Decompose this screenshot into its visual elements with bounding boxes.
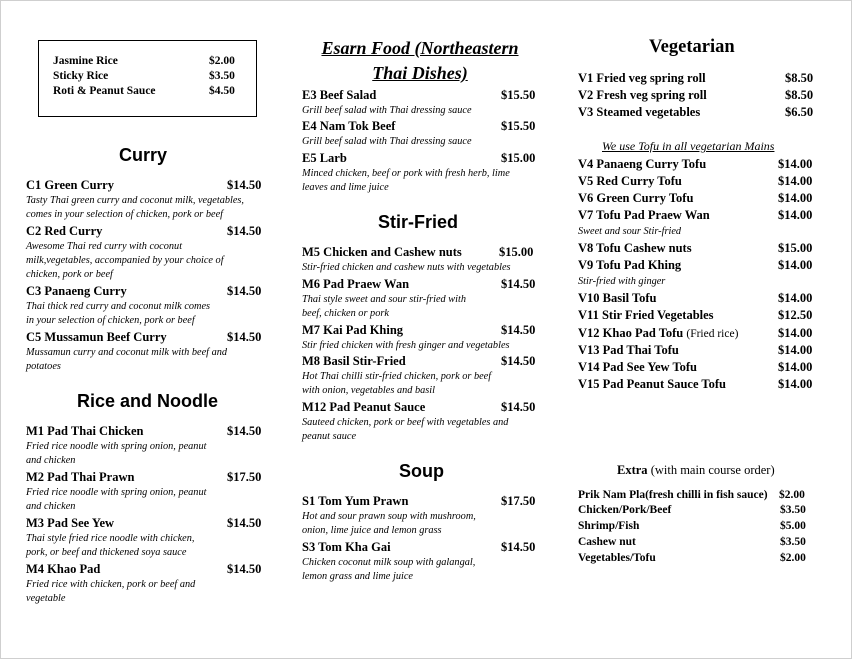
menu-item-name: V10 Basil Tofu bbox=[578, 291, 657, 305]
menu-item-name bbox=[578, 326, 738, 341]
menu-item-name: V3 Steamed vegetables bbox=[578, 105, 701, 119]
menu-item-name: E5 Larb bbox=[302, 151, 347, 165]
extra-item-name: Vegetables/Tofu bbox=[578, 552, 656, 564]
side-name: Jasmine Rice bbox=[53, 55, 118, 67]
side-price: $3.50 bbox=[209, 70, 235, 82]
menu-item-price: $14.00 bbox=[778, 191, 813, 205]
menu-item-name: V4 Panaeng Curry Tofu bbox=[578, 157, 707, 171]
extra-item-price: $2.00 bbox=[780, 552, 806, 564]
menu-item-name: M7 Kai Pad Khing bbox=[302, 323, 404, 337]
menu-item-name: M3 Pad See Yew bbox=[26, 516, 115, 530]
side-name: Roti & Peanut Sauce bbox=[53, 85, 156, 97]
menu-item-price: $8.50 bbox=[785, 71, 814, 85]
menu-item-name: M8 Basil Stir-Fried bbox=[302, 354, 406, 368]
menu-item-price: $15.50 bbox=[501, 88, 536, 102]
menu-item-price: $14.00 bbox=[778, 326, 813, 340]
menu-item-desc: Thai thick red curry and coconut milk comes bbox=[26, 301, 211, 312]
extra-item-price: $3.50 bbox=[780, 504, 806, 516]
menu-item-price: $14.00 bbox=[778, 258, 813, 272]
menu-item-desc: Thai style fried rice noodle with chicken, bbox=[26, 533, 195, 544]
menu-item-name: M12 Pad Peanut Sauce bbox=[302, 400, 426, 414]
extra-item-name: Chicken/Pork/Beef bbox=[578, 504, 672, 516]
menu-item-desc: comes in your selection of chicken, pork or beef bbox=[26, 209, 224, 220]
menu-item-price: $14.00 bbox=[778, 377, 813, 391]
menu-item-name: V11 Stir Fried Vegetables bbox=[578, 308, 714, 322]
side-price: $4.50 bbox=[209, 85, 235, 97]
menu-item-desc: Stir-fried with ginger bbox=[578, 276, 666, 287]
menu-item-desc: Thai style sweet and sour stir-fried with bbox=[302, 294, 466, 305]
menu-item-price: $15.00 bbox=[499, 245, 534, 259]
menu-item-name: E3 Beef Salad bbox=[302, 88, 377, 102]
menu-item-desc: lemon grass and lime juice bbox=[302, 571, 413, 582]
menu-item-price: $14.50 bbox=[227, 562, 262, 576]
menu-item-desc: potatoes bbox=[26, 361, 61, 372]
menu-item-desc: Chicken coconut milk soup with galangal, bbox=[302, 557, 476, 568]
menu-item-name: V15 Pad Peanut Sauce Tofu bbox=[578, 377, 726, 391]
soup-heading: Soup bbox=[399, 461, 444, 481]
menu-item-name: M5 Chicken and Cashew nuts bbox=[302, 245, 462, 259]
menu-item-name: V2 Fresh veg spring roll bbox=[578, 88, 707, 102]
menu-item-price: $14.50 bbox=[227, 178, 262, 192]
extra-item-price: $2.00 bbox=[779, 489, 805, 501]
menu-item-desc: leaves and lime juice bbox=[302, 182, 389, 193]
menu-item-desc: peanut sauce bbox=[302, 431, 357, 442]
menu-item-desc: Grill beef salad with Thai dressing sauce bbox=[302, 136, 472, 147]
menu-item-price: $14.00 bbox=[778, 291, 813, 305]
menu-item-desc: Fried rice with chicken, pork or beef and bbox=[26, 579, 196, 590]
menu-item-name: M2 Pad Thai Prawn bbox=[26, 470, 135, 484]
menu-item-price: $12.50 bbox=[778, 308, 813, 322]
menu-item-price: $15.00 bbox=[778, 241, 813, 255]
menu-item-desc: onion, lime juice and lemon grass bbox=[302, 525, 442, 536]
menu-item-price: $14.50 bbox=[501, 323, 536, 337]
menu-item-price: $14.00 bbox=[778, 343, 813, 357]
menu-item-desc: Sauteed chicken, pork or beef with vegetables and bbox=[302, 417, 509, 428]
menu-item-name: M4 Khao Pad bbox=[26, 562, 101, 576]
menu-item-desc: and chicken bbox=[26, 501, 76, 512]
menu-item-name: V14 Pad See Yew Tofu bbox=[578, 360, 697, 374]
menu-item-desc: milk,vegetables, accompanied by your choice of bbox=[26, 255, 224, 266]
menu-item-desc: Hot Thai chilli stir-fried chicken, pork or beef bbox=[302, 371, 492, 382]
menu-item-price: $14.00 bbox=[778, 157, 813, 171]
menu-item-price: $15.50 bbox=[501, 119, 536, 133]
menu-item-desc: beef, chicken or pork bbox=[302, 308, 389, 319]
menu-item-note: (Fried rice) bbox=[686, 328, 739, 340]
menu-item-price: $14.00 bbox=[778, 208, 813, 222]
menu-item-name-main: V12 Khao Pad Tofu bbox=[578, 326, 684, 340]
menu-item-name: M1 Pad Thai Chicken bbox=[26, 424, 144, 438]
menu-item-name: C5 Mussamun Beef Curry bbox=[26, 330, 167, 344]
menu-item-desc: Fried rice noodle with spring onion, peanut bbox=[26, 441, 207, 452]
menu-item-name: C2 Red Curry bbox=[26, 224, 103, 238]
menu-item-price: $17.50 bbox=[501, 494, 536, 508]
menu-item-desc: Awesome Thai red curry with coconut bbox=[26, 241, 183, 252]
menu-item-name: V9 Tofu Pad Khing bbox=[578, 258, 682, 272]
menu-item-price: $14.50 bbox=[227, 224, 262, 238]
menu-item-desc: chicken, pork or beef bbox=[26, 269, 113, 280]
menu-item-price: $14.50 bbox=[501, 277, 536, 291]
menu-item-name: M6 Pad Praew Wan bbox=[302, 277, 410, 291]
extra-heading bbox=[617, 463, 775, 478]
menu-item-name: V6 Green Curry Tofu bbox=[578, 191, 694, 205]
menu-item-price: $15.00 bbox=[501, 151, 536, 165]
menu-item-name: V7 Tofu Pad Praew Wan bbox=[578, 208, 710, 222]
menu-item-price: $14.50 bbox=[227, 284, 262, 298]
menu-item-desc: pork, or beef and thickened soya sauce bbox=[26, 547, 187, 558]
side-price: $2.00 bbox=[209, 55, 235, 67]
sides-box bbox=[38, 40, 257, 117]
menu-item-name: S1 Tom Yum Prawn bbox=[302, 494, 409, 508]
esarn-title: Esarn Food (Northeastern bbox=[321, 38, 519, 58]
menu-item-desc: and chicken bbox=[26, 455, 76, 466]
menu-item-desc: with onion, vegetables and basil bbox=[302, 385, 435, 396]
menu-item-price: $6.50 bbox=[785, 105, 814, 119]
menu-item-desc: Hot and sour prawn soup with mushroom, bbox=[302, 511, 476, 522]
menu-item-name: V5 Red Curry Tofu bbox=[578, 174, 682, 188]
menu-item-desc: Sweet and sour Stir-fried bbox=[578, 226, 682, 237]
extra-item-name: Prik Nam Pla(fresh chilli in fish sauce) bbox=[578, 489, 768, 501]
menu-item-price: $14.50 bbox=[227, 516, 262, 530]
menu-item-name: C1 Green Curry bbox=[26, 178, 114, 192]
menu-item-desc: in your selection of chicken, pork or beef bbox=[26, 315, 195, 326]
curry-heading: Curry bbox=[119, 145, 168, 165]
vegetarian-note: We use Tofu in all vegetarian Mains bbox=[602, 139, 775, 153]
extra-item-name: Cashew nut bbox=[578, 536, 636, 548]
menu-item-name: V13 Pad Thai Tofu bbox=[578, 343, 679, 357]
menu-item-desc: vegetable bbox=[26, 593, 66, 604]
menu-item-desc: Stir fried chicken with fresh ginger and vegetables bbox=[302, 340, 510, 351]
menu-item-desc: Stir-fried chicken and cashew nuts with vegetables bbox=[302, 262, 511, 273]
menu-item-name: E4 Nam Tok Beef bbox=[302, 119, 396, 133]
menu-item-desc: Tasty Thai green curry and coconut milk, vegetables, bbox=[26, 195, 245, 206]
extra-item-price: $5.00 bbox=[780, 520, 806, 532]
menu-item-price: $14.50 bbox=[501, 540, 536, 554]
menu-item-desc: Minced chicken, beef or pork with fresh herb, lime bbox=[302, 168, 510, 179]
menu-item-price: $8.50 bbox=[785, 88, 814, 102]
menu-item-price: $17.50 bbox=[227, 470, 262, 484]
extra-item-name: Shrimp/Fish bbox=[578, 520, 640, 532]
extra-title: Extra bbox=[617, 463, 648, 477]
esarn-title: Thai Dishes) bbox=[372, 63, 468, 83]
menu-item-price: $14.50 bbox=[227, 330, 262, 344]
menu-item-desc: Mussamun curry and coconut milk with beef and bbox=[26, 347, 228, 358]
stir-fried-heading: Stir-Fried bbox=[378, 212, 459, 232]
menu-item-price: $14.50 bbox=[501, 400, 536, 414]
extra-item-price: $3.50 bbox=[780, 536, 806, 548]
menu-item-price: $14.50 bbox=[227, 424, 262, 438]
menu-item-desc: Grill beef salad with Thai dressing sauce bbox=[302, 105, 472, 116]
menu-item-name: V8 Tofu Cashew nuts bbox=[578, 241, 692, 255]
menu-item-name: V1 Fried veg spring roll bbox=[578, 71, 706, 85]
vegetarian-heading: Vegetarian bbox=[649, 37, 735, 57]
menu-item-price: $14.00 bbox=[778, 360, 813, 374]
menu-item-desc: Fried rice noodle with spring onion, peanut bbox=[26, 487, 207, 498]
menu-item-name: C3 Panaeng Curry bbox=[26, 284, 127, 298]
menu-item-name: S3 Tom Kha Gai bbox=[302, 540, 391, 554]
side-name: Sticky Rice bbox=[53, 70, 109, 82]
extra-subtitle: (with main course order) bbox=[650, 463, 775, 477]
rice-noodle-heading: Rice and Noodle bbox=[77, 391, 219, 411]
menu-item-price: $14.00 bbox=[778, 174, 813, 188]
menu-item-price: $14.50 bbox=[501, 354, 536, 368]
